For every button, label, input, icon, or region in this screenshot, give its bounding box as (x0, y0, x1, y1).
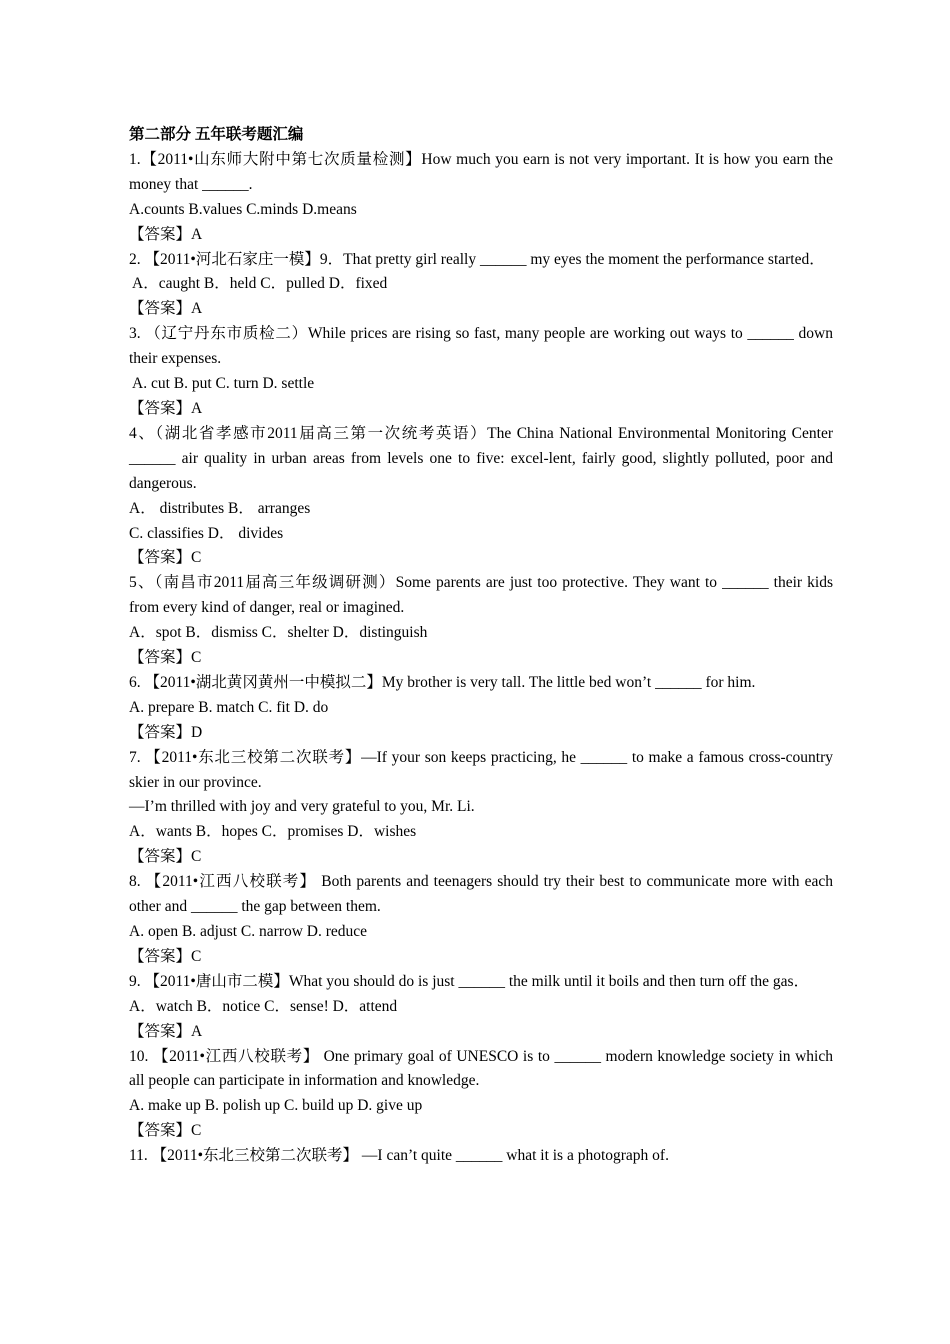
question-4-options-c-d: C. classifies D． divides (129, 524, 284, 542)
question-5-stem: 5、（南昌市2011届高三年级调研测）Some parents are just too protective. They want to ______ their kids from every kind of danger, real or imagined. (129, 574, 833, 617)
question-4-answer: 【答案】C (129, 549, 202, 567)
question-7-answer: 【答案】C (129, 848, 202, 866)
question-2-answer: 【答案】A (129, 300, 203, 318)
question-1-stem: 1.【2011•山东师大附中第七次质量检测】How much you earn is not very important. It is how you earn the money that ______. (129, 150, 833, 193)
question-3-stem: 3. （辽宁丹东市质检二）While prices are rising so fast, many people are working out ways to ______ down their expenses. (129, 325, 833, 368)
question-5-answer: 【答案】C (129, 649, 202, 667)
question-2-stem: 2. 【2011•河北石家庄一模】9．That pretty girl really ______ my eyes the moment the performance started． (129, 250, 825, 268)
question-10-stem: 10. 【2011•江西八校联考】 One primary goal of UNESCO is to ______ modern knowledge society in which all people can participate in information and knowledge. (129, 1047, 833, 1090)
question-7-stem: 7. 【2011•东北三校第二次联考】—If your son keeps practicing, he ______ to make a famous cross-country skier in our province. (129, 748, 833, 791)
question-9-stem: 9. 【2011•唐山市二模】What you should do is just ______ the milk until it boils and then turn off the gas． (129, 972, 810, 990)
question-8-stem: 8. 【2011•江西八校联考】 Both parents and teenagers should try their best to communicate more with each other and ______ the gap between them. (129, 873, 833, 916)
question-6-answer: 【答案】D (129, 723, 203, 741)
document-page (129, 123, 833, 1169)
question-7-reply: —I’m thrilled with joy and very grateful to you, Mr. Li. (129, 798, 475, 816)
question-8-options: A. open B. adjust C. narrow D. reduce (129, 923, 368, 940)
question-8-answer: 【答案】C (129, 947, 202, 965)
section-heading: 第二部分 五年联考题汇编 (129, 126, 304, 143)
question-7-options: A．wants B．hopes C．promises D．wishes (129, 823, 417, 841)
question-1-answer: 【答案】A (129, 225, 203, 243)
question-6-stem: 6. 【2011•湖北黄冈黄州一中模拟二】My brother is very tall. The little bed won’t ______ for him. (129, 673, 756, 691)
question-6-options: A. prepare B. match C. fit D. do (129, 698, 329, 716)
question-4-options-a-b: A． distributes B． arranges (129, 499, 311, 517)
question-10-answer: 【答案】C (129, 1122, 202, 1140)
question-5-options: A．spot B．dismiss C．shelter D．distinguish (129, 624, 428, 642)
question-1-options: A.counts B.values C.minds D.means (129, 200, 357, 218)
question-9-options: A．watch B．notice C．sense! D．attend (129, 997, 398, 1015)
question-10-options: A. make up B. polish up C. build up D. give up (129, 1097, 423, 1115)
question-9-answer: 【答案】A (129, 1022, 203, 1040)
question-4-stem: 4、（湖北省孝感市2011届高三第一次统考英语）The China National Environmental Monitoring Center ______ air quality in urban areas from levels one to five: excel-lent, fairly good, slightly polluted, poor and dangerous. (129, 424, 833, 492)
question-11-stem: 11. 【2011•东北三校第二次联考】 —I can’t quite ______ what it is a photograph of. (129, 1147, 669, 1165)
question-3-options: A. cut B. put C. turn D. settle (129, 375, 315, 393)
question-2-options: A．caught B．held C．pulled D．fixed (129, 275, 388, 293)
question-3-answer: 【答案】A (129, 399, 203, 417)
